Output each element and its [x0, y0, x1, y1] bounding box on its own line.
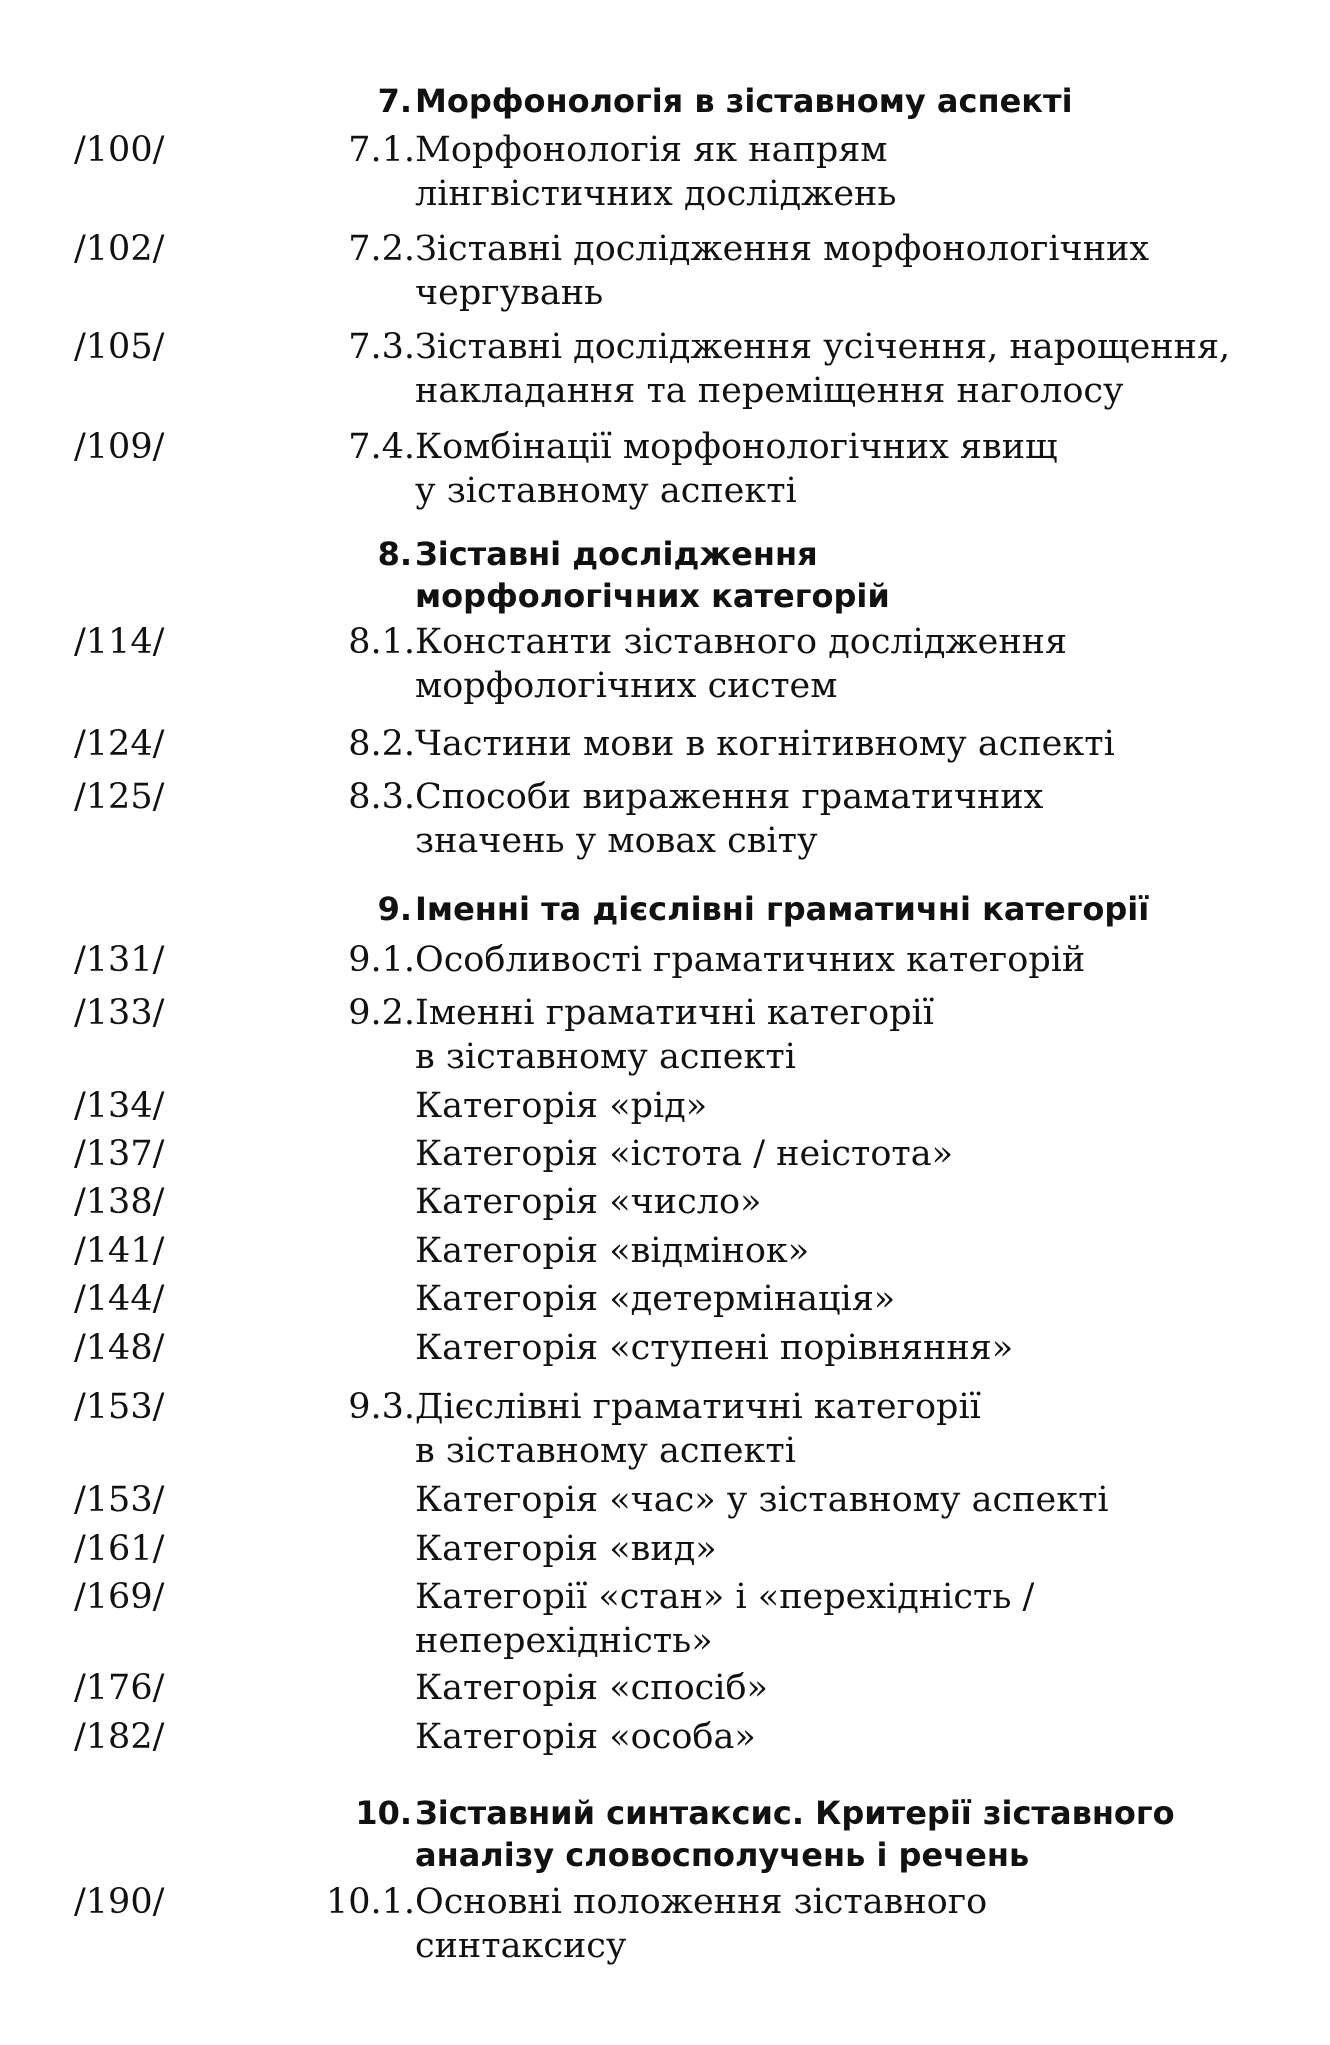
- title-line: морфологічних систем: [415, 666, 838, 706]
- entry-title: [415, 1715, 1315, 1759]
- entry-title: [415, 425, 1315, 513]
- title-line: Дієслівні граматичні категорії: [415, 1387, 981, 1427]
- page-number: /125/: [74, 777, 165, 817]
- entry-title: [415, 1527, 1315, 1571]
- item-number: 8.1.: [348, 622, 415, 662]
- title-line: аналізу словосполучень і речень: [415, 1836, 1030, 1874]
- title-line: Категорія «число»: [415, 1182, 762, 1222]
- page-number: /182/: [74, 1717, 165, 1757]
- entry-title: [415, 620, 1315, 708]
- item-number: 9.2.: [348, 993, 415, 1033]
- title-line: Морфонологія як напрям: [415, 130, 888, 170]
- entry-title: [415, 1132, 1315, 1176]
- title-line: лінгвістичних досліджень: [415, 174, 897, 214]
- title-line: Категорія «час» у зіставному аспекті: [415, 1480, 1109, 1520]
- page-number: /148/: [74, 1328, 165, 1368]
- item-number: 7.3.: [348, 327, 415, 367]
- section-number: 9.: [377, 890, 412, 928]
- page-number: /105/: [74, 327, 165, 367]
- title-line: Зіставні дослідження усічення, нарощення,: [415, 327, 1231, 367]
- page-number: /176/: [74, 1668, 165, 1708]
- title-line: Категорія «відмінок»: [415, 1231, 810, 1271]
- entry-title: [415, 1478, 1315, 1522]
- title-line: Зіставні дослідження морфонологічних: [415, 229, 1150, 269]
- entry-title: [415, 775, 1315, 863]
- page-number: /153/: [74, 1387, 165, 1427]
- title-line: Зіставний синтаксис. Критерії зіставного: [415, 1794, 1175, 1832]
- page-number: /102/: [74, 229, 165, 269]
- page-number: /161/: [74, 1529, 165, 1569]
- page-number: /100/: [74, 130, 165, 170]
- entry-title: [415, 1326, 1315, 1370]
- title-line: Категорія «рід»: [415, 1086, 708, 1126]
- item-number: 9.1.: [348, 940, 415, 980]
- page-number: /137/: [74, 1134, 165, 1174]
- title-line: Категорія «ступені порівняння»: [415, 1328, 1014, 1368]
- entry-title: [415, 227, 1315, 315]
- title-line: Частини мови в когнітивному аспекті: [415, 724, 1115, 764]
- entry-title: [415, 1385, 1315, 1473]
- page-number: /124/: [74, 724, 165, 764]
- page-number: /190/: [74, 1882, 165, 1922]
- page-number: /169/: [74, 1577, 165, 1617]
- entry-title: [415, 991, 1315, 1079]
- title-line: Категорія «спосіб»: [415, 1668, 768, 1708]
- entry-title: [415, 128, 1315, 216]
- section-title: [415, 80, 1315, 122]
- page-number: /153/: [74, 1480, 165, 1520]
- page-number: /141/: [74, 1231, 165, 1271]
- title-line: Морфонологія в зіставному аспекті: [415, 82, 1073, 120]
- item-number: 9.3.: [348, 1387, 415, 1427]
- title-line: в зіставному аспекті: [415, 1431, 796, 1471]
- title-line: чергувань: [415, 273, 604, 313]
- item-number: 10.1.: [325, 1882, 415, 1922]
- page-number: /109/: [74, 427, 165, 467]
- entry-title: [415, 325, 1315, 413]
- item-number: 8.2.: [348, 724, 415, 764]
- title-line: Особливості граматичних категорій: [415, 940, 1086, 980]
- title-line: Способи вираження граматичних: [415, 777, 1044, 817]
- item-number: 7.1.: [348, 130, 415, 170]
- title-line: в зіставному аспекті: [415, 1037, 796, 1077]
- entry-title: [415, 1084, 1315, 1128]
- entry-title: [415, 1880, 1315, 1968]
- page-number: /133/: [74, 993, 165, 1033]
- page-number: /138/: [74, 1182, 165, 1222]
- entry-title: [415, 1180, 1315, 1224]
- title-line: Основні положення зіставного: [415, 1882, 988, 1922]
- entry-title: [415, 1229, 1315, 1273]
- title-line: Категорія «істота / неістота»: [415, 1134, 954, 1174]
- entry-title: [415, 1666, 1315, 1710]
- item-number: 7.4.: [348, 427, 415, 467]
- section-title: [415, 533, 1315, 617]
- title-line: Категорії «стан» і «перехідність /: [415, 1577, 1035, 1617]
- title-line: Константи зіставного дослідження: [415, 622, 1068, 662]
- title-line: Категорія «особа»: [415, 1717, 756, 1757]
- title-line: неперехідність»: [415, 1621, 713, 1661]
- entry-title: [415, 722, 1315, 766]
- title-line: накладання та переміщення наголосу: [415, 371, 1124, 411]
- title-line: Іменні граматичні категорії: [415, 993, 934, 1033]
- title-line: у зіставному аспекті: [415, 471, 797, 511]
- item-number: 7.2.: [348, 229, 415, 269]
- page-number: /131/: [74, 940, 165, 980]
- entry-title: [415, 1575, 1315, 1663]
- entry-title: [415, 938, 1315, 982]
- section-number: 8.: [377, 535, 412, 573]
- section-title: [415, 1792, 1315, 1876]
- section-number: 10.: [355, 1794, 412, 1832]
- section-number: 7.: [377, 82, 412, 120]
- section-title: [415, 888, 1315, 930]
- title-line: Комбінації морфонологічних явищ: [415, 427, 1058, 467]
- title-line: Іменні та дієслівні граматичні категорії: [415, 890, 1150, 928]
- title-line: Категорія «вид»: [415, 1529, 717, 1569]
- entry-title: [415, 1277, 1315, 1321]
- page-number: /134/: [74, 1086, 165, 1126]
- page-number: /144/: [74, 1279, 165, 1319]
- title-line: Категорія «детермінація»: [415, 1279, 896, 1319]
- item-number: 8.3.: [348, 777, 415, 817]
- page-number: /114/: [74, 622, 165, 662]
- title-line: морфологічних категорій: [415, 577, 890, 615]
- title-line: значень у мовах світу: [415, 821, 818, 861]
- title-line: Зіставні дослідження: [415, 535, 818, 573]
- title-line: синтаксису: [415, 1926, 627, 1966]
